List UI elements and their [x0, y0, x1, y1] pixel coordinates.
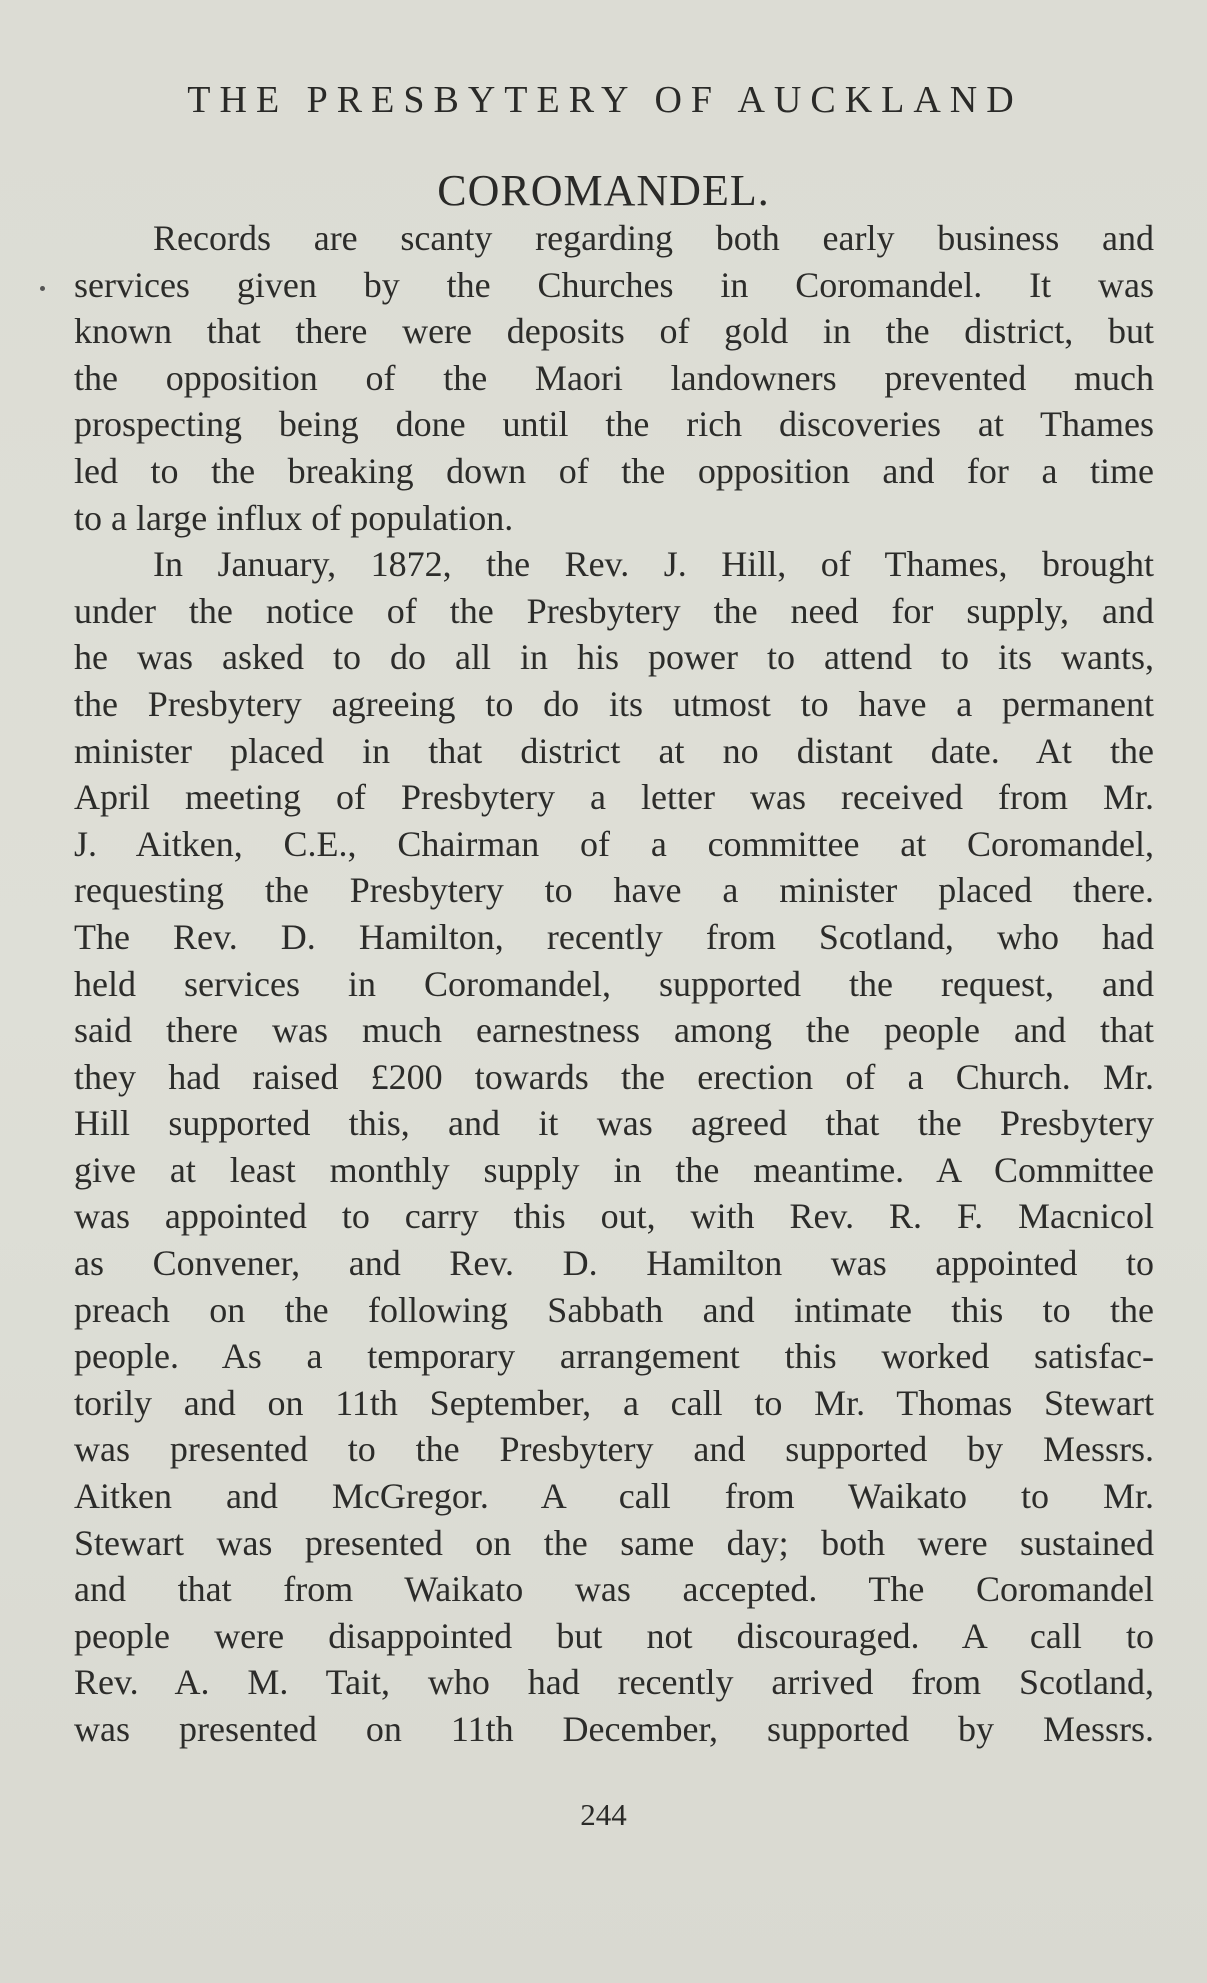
text-line: Hill supported this, and it was agreed that the Presbytery — [74, 1103, 1154, 1144]
text-line: The Rev. D. Hamilton, recently from Scotland, who had — [74, 916, 1154, 957]
text-line: minister placed in that district at no distant date. At the — [74, 730, 1154, 771]
running-head: THE PRESBYTERY OF AUCKLAND — [187, 79, 1023, 121]
text-line: under the notice of the Presbytery the need for supply, and — [74, 590, 1154, 631]
text-line: was presented on 11th December, supported by Messrs. — [74, 1709, 1154, 1749]
section-title: COROMANDEL. — [437, 166, 770, 215]
margin-mark — [40, 286, 45, 291]
text-line: J. Aitken, C.E., Chairman of a committee at Coromandel, — [74, 823, 1154, 864]
text-line: held services in Coromandel, supported the request, and — [74, 963, 1154, 1004]
text-line: Stewart was presented on the same day; both were sustained — [74, 1522, 1154, 1563]
text-line: the opposition of the Maori landowners prevented much — [74, 357, 1154, 398]
text-line: said there was much earnestness among the people and that — [74, 1010, 1154, 1051]
text-line: Records are scanty regarding both early business and — [153, 218, 1154, 258]
text-line: known that there were deposits of gold in the district, but — [74, 311, 1154, 352]
text-line: was presented to the Presbytery and supported by Messrs. — [74, 1429, 1154, 1470]
text-line: people. As a temporary arrangement this worked satisfac- — [74, 1336, 1154, 1377]
text-line: give at least monthly supply in the meantime. A Committee — [74, 1149, 1154, 1190]
text-line: requesting the Presbytery to have a minister placed there. — [74, 870, 1154, 911]
text-line: and that from Waikato was accepted. The Coromandel — [74, 1569, 1154, 1610]
text-line: to a large influx of population. — [74, 497, 514, 538]
text-line: Aitken and McGregor. A call from Waikato to Mr. — [74, 1476, 1154, 1517]
text-line: In January, 1872, the Rev. J. Hill, of Thames, brought — [153, 544, 1154, 585]
text-line: Rev. A. M. Tait, who had recently arrived from Scotland, — [74, 1662, 1154, 1703]
text-line: as Convener, and Rev. D. Hamilton was appointed to — [74, 1243, 1154, 1284]
page-number: 244 — [580, 1797, 627, 1832]
text-line: led to the breaking down of the opposition and for a time — [74, 450, 1154, 491]
text-line: services given by the Churches in Coromandel. It was — [74, 264, 1154, 305]
text-line: people were disappointed but not discouraged. A call to — [74, 1615, 1154, 1656]
text-line: he was asked to do all in his power to attend to its wants, — [74, 637, 1154, 678]
text-line: April meeting of Presbytery a letter was received from Mr. — [74, 777, 1154, 818]
text-line: preach on the following Sabbath and intimate this to the — [74, 1289, 1154, 1330]
text-line: the Presbytery agreeing to do its utmost to have a permanent — [74, 683, 1154, 724]
text-line: was appointed to carry this out, with Rev. R. F. Macnicol — [74, 1196, 1154, 1237]
text-line: they had raised £200 towards the erection of a Church. Mr. — [74, 1056, 1154, 1097]
body-text — [74, 215, 1154, 1753]
text-line: torily and on 11th September, a call to Mr. Thomas Stewart — [74, 1382, 1154, 1423]
text-line: prospecting being done until the rich discoveries at Thames — [74, 404, 1154, 445]
